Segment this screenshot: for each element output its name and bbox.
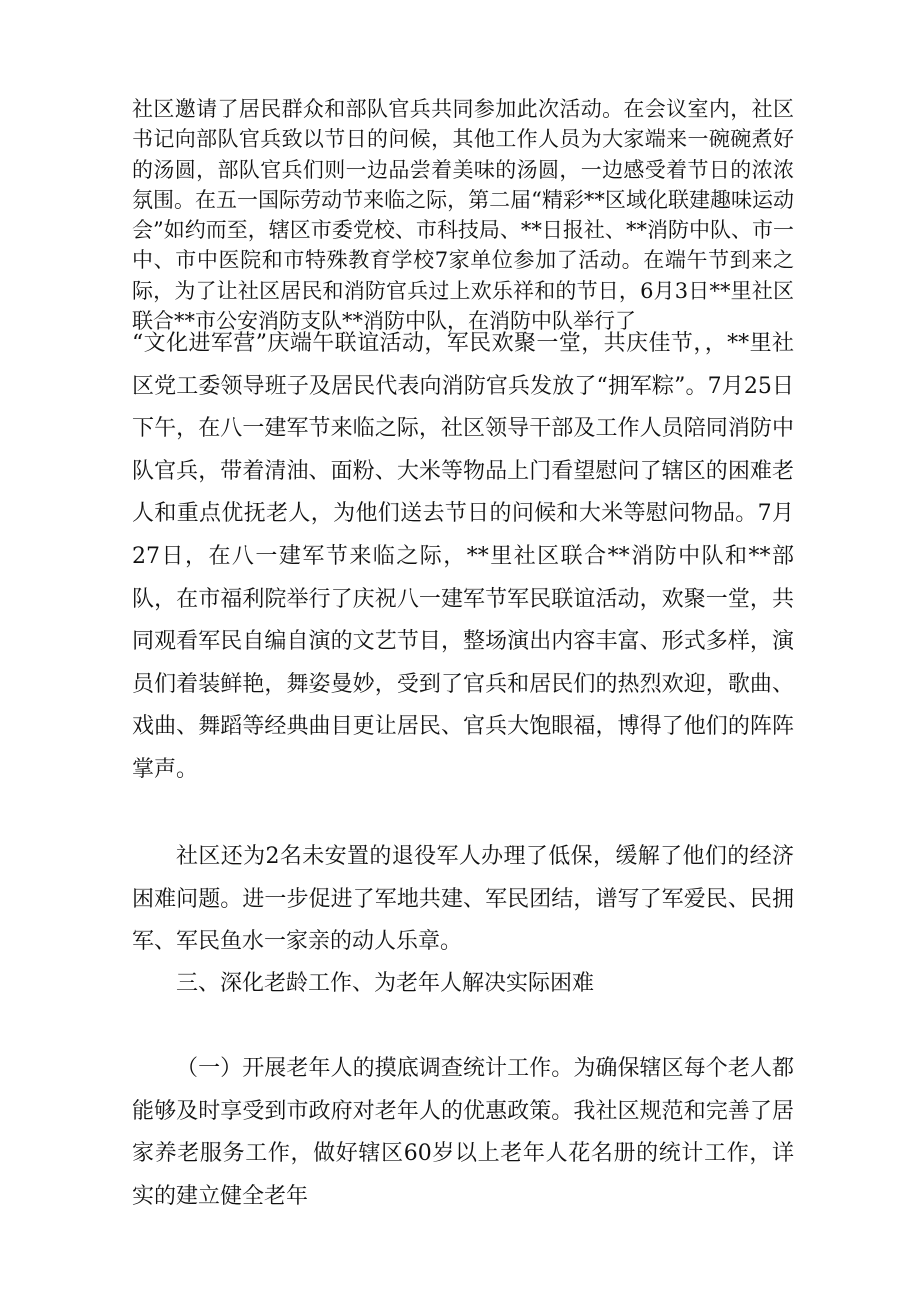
- paragraph-military-festivals: “文化进军营”庆端午联谊活动，军民欢聚一堂，共庆佳节，，**里社区党工委领导班子及居民代表向消防官兵发放了“拥军粽”。7月25日下午，在八一建军节来临之际，社区领导干部及工作人员陪同消防中队官兵，带着清油、面粉、大米等物品上门看望慰问了辖区的困难老人和重点优抚老人，为他们送去节日的问候和大米等慰问物品。7月27日，在八一建军节来临之际，**里社区联合**消防中队和**部队，在市福利院举行了庆祝八一建军节军民联谊活动，欢聚一堂，共同观看军民自编自演的文艺节目，整场演出内容丰富、形式多样，演员们着装鲜艳，舞姿曼妙，受到了官兵和居民们的热烈欢迎，歌曲、戏曲、舞蹈等经典曲目更让居民、官兵大饱眼福，博得了他们的阵阵掌声。: [132, 331, 794, 782]
- paragraph-community-activities: 社区邀请了居民群众和部队官兵共同参加此次活动。在会议室内，社区书记向部队官兵致以节日的问候，其他工作人员为大家端来一碗碗煮好的汤圆，部队官兵们则一边品尝着美味的汤圆，一边感受着节日的浓浓氛围。在五一国际劳动节来临之际，第二届“精彩**区域化联建趣味运动会”如约而至，辖区市委党校、市科技局、**日报社、**消防中队、市一中、市中医院和市特殊教育学校7家单位参加了活动。在端午节到来之际，为了让社区居民和消防官兵过上欢乐祥和的节日，6月3日**里社区联合**市公安消防支队**消防中队，在消防中队举行了: [132, 97, 794, 334]
- paragraph-veterans-support: 社区还为2名未安置的退役军人办理了低保，缓解了他们的经济困难问题。进一步促进了军地共建、军民团结，谱写了军爱民、民拥军、军民鱼水一家亲的动人乐章。: [132, 844, 794, 955]
- paragraph-elderly-survey: （一）开展老年人的摸底调查统计工作。为确保辖区每个老人都能够及时享受到市政府对老年人的优惠政策。我社区规范和完善了居家养老服务工作，做好辖区60岁以上老年人花名册的统计工作，详实的建立健全老年: [132, 1056, 794, 1209]
- section-heading-elderly-work: 三、深化老龄工作、为老年人解决实际困难: [176, 971, 595, 996]
